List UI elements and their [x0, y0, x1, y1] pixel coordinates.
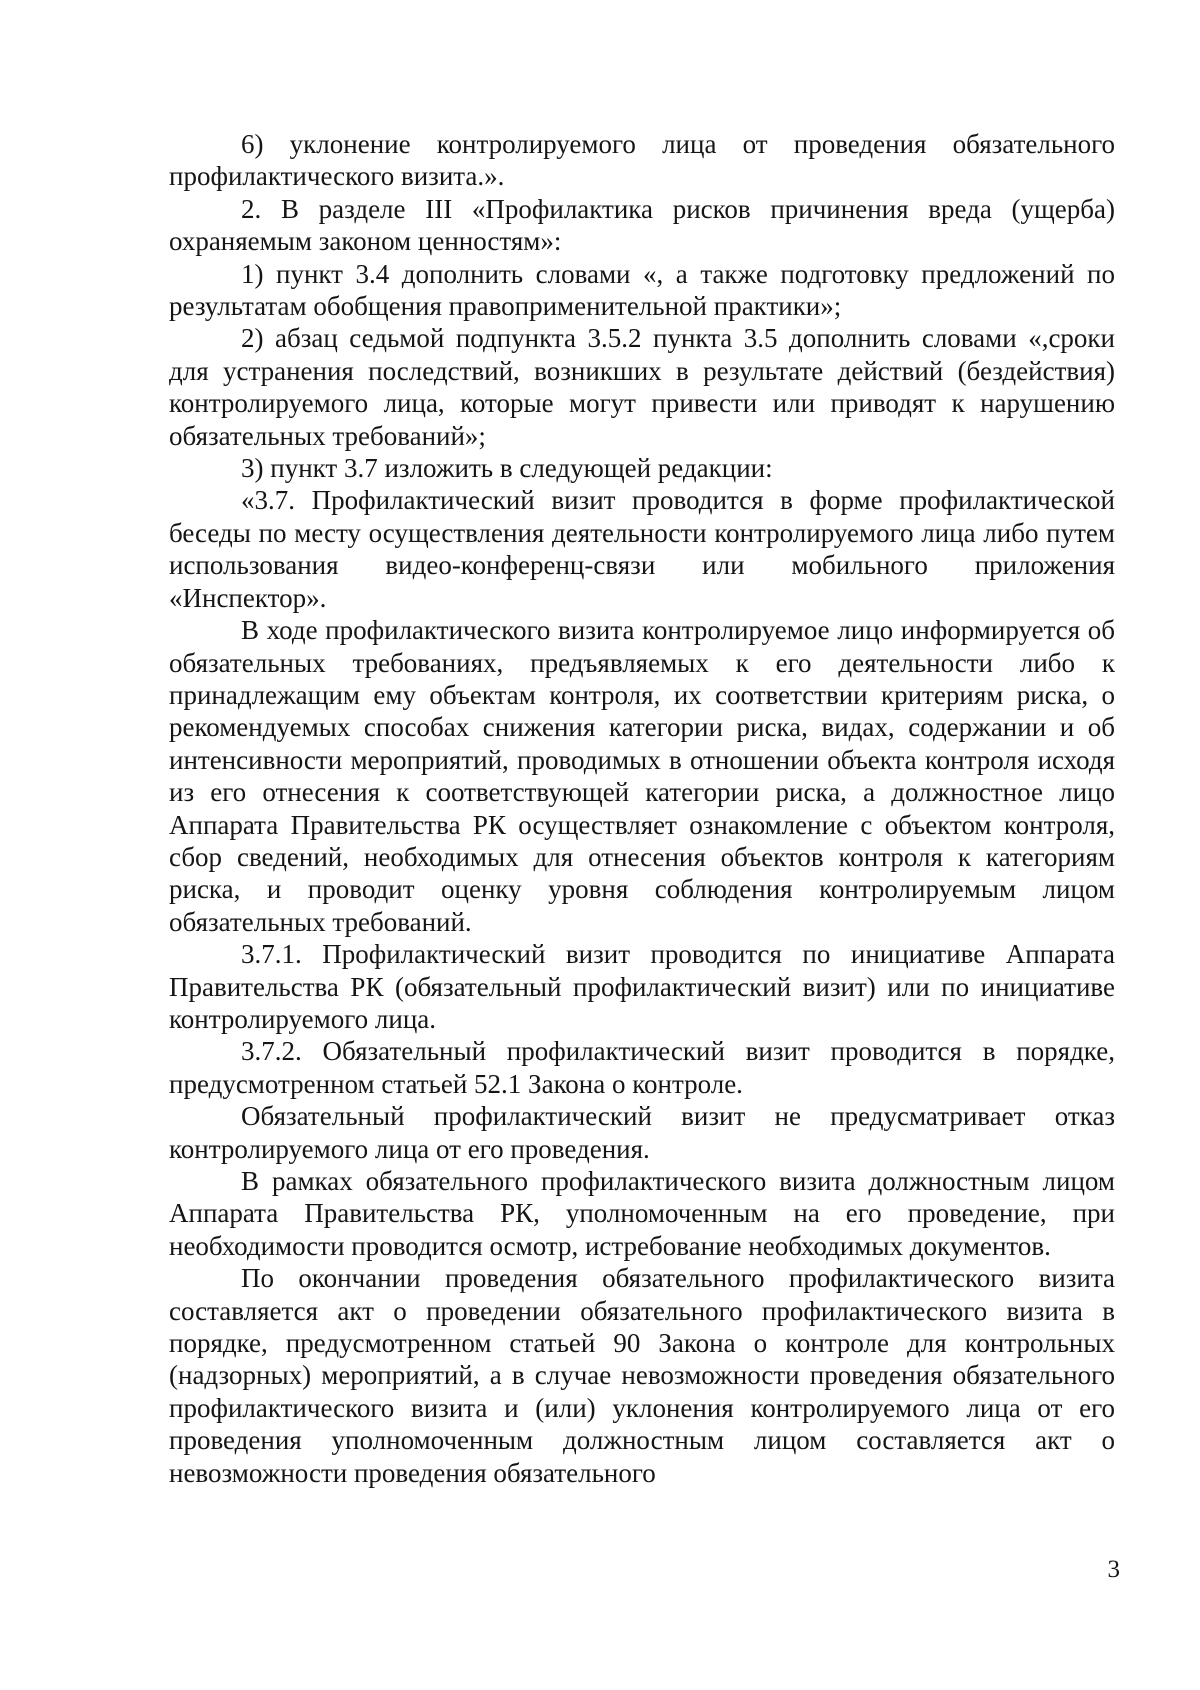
- paragraph: В рамках обязательного профилактического визита должностным лицом Аппарата Правительства РК, уполномоченным на его проведение, при необходимости проводится осмотр, истребование необходимых документов.: [169, 1166, 1115, 1261]
- paragraph: В ходе профилактического визита контролируемое лицо информируется об обязательных требованиях, предъявляемых к его деятельности либо к принадлежащим ему объектам контроля, их соответствии критериям риска, о рекомендуемых способах снижения категории риска, видах, содержании и об интенсивности мероприятий, проводимых в отношении объекта контроля исходя из его отнесения к соответствующей категории риска, а должностное лицо Аппарата Правительства РК осуществляет ознакомление с объектом контроля, сбор сведений, необходимых для отнесения объектов контроля к категориям риска, и проводит оценку уровня соблюдения контролируемым лицом обязательных требований.: [169, 615, 1115, 937]
- paragraph: По окончании проведения обязательного профилактического визита составляется акт о проведении обязательного профилактического визита в порядке, предусмотренном статьей 90 Закона о контроле для контрольных (надзорных) мероприятий, а в случае невозможности проведения обязательного профилактического визита и (или) уклонения контролируемого лица от его проведения уполномоченным должностным лицом составляется акт о невозможности проведения обязательного: [169, 1263, 1115, 1488]
- paragraph: 3.7.2. Обязательный профилактический визит проводится в порядке, предусмотренном статьей 52.1 Закона о контроле.: [169, 1036, 1115, 1099]
- paragraph: 1) пункт 3.4 дополнить словами «, а также подготовку предложений по результатам обобщения правоприменительной практики»;: [169, 258, 1115, 322]
- paragraph: 3.7.1. Профилактический визит проводится по инициативе Аппарата Правительства РК (обязательный профилактический визит) или по инициативе контролируемого лица.: [169, 939, 1115, 1034]
- document-body: [169, 128, 1115, 1489]
- page-number: 3: [1107, 1556, 1120, 1583]
- paragraph: 2) абзац седьмой подпункта 3.5.2 пункта 3.5 дополнить словами «,сроки для устранения последствий, возникших в результате действий (бездействия) контролируемого лица, которые могут привести или приводят к нарушению обязательных требований»;: [169, 323, 1115, 451]
- paragraph: «3.7. Профилактический визит проводится в форме профилактической беседы по месту осуществления деятельности контролируемого лица либо путем использования видео-конференц-связи или мобильного приложения «Инспектор».: [169, 485, 1115, 613]
- paragraph: Обязательный профилактический визит не предусматривает отказ контролируемого лица от его проведения.: [169, 1101, 1115, 1164]
- paragraph: 2. В разделе III «Профилактика рисков причинения вреда (ущерба) охраняемым законом ценностям»:: [169, 193, 1115, 257]
- paragraph: 3) пункт 3.7 изложить в следующей редакции:: [241, 453, 773, 484]
- paragraph: 6) уклонение контролируемого лица от проведения обязательного профилактического визита.».: [169, 129, 1115, 192]
